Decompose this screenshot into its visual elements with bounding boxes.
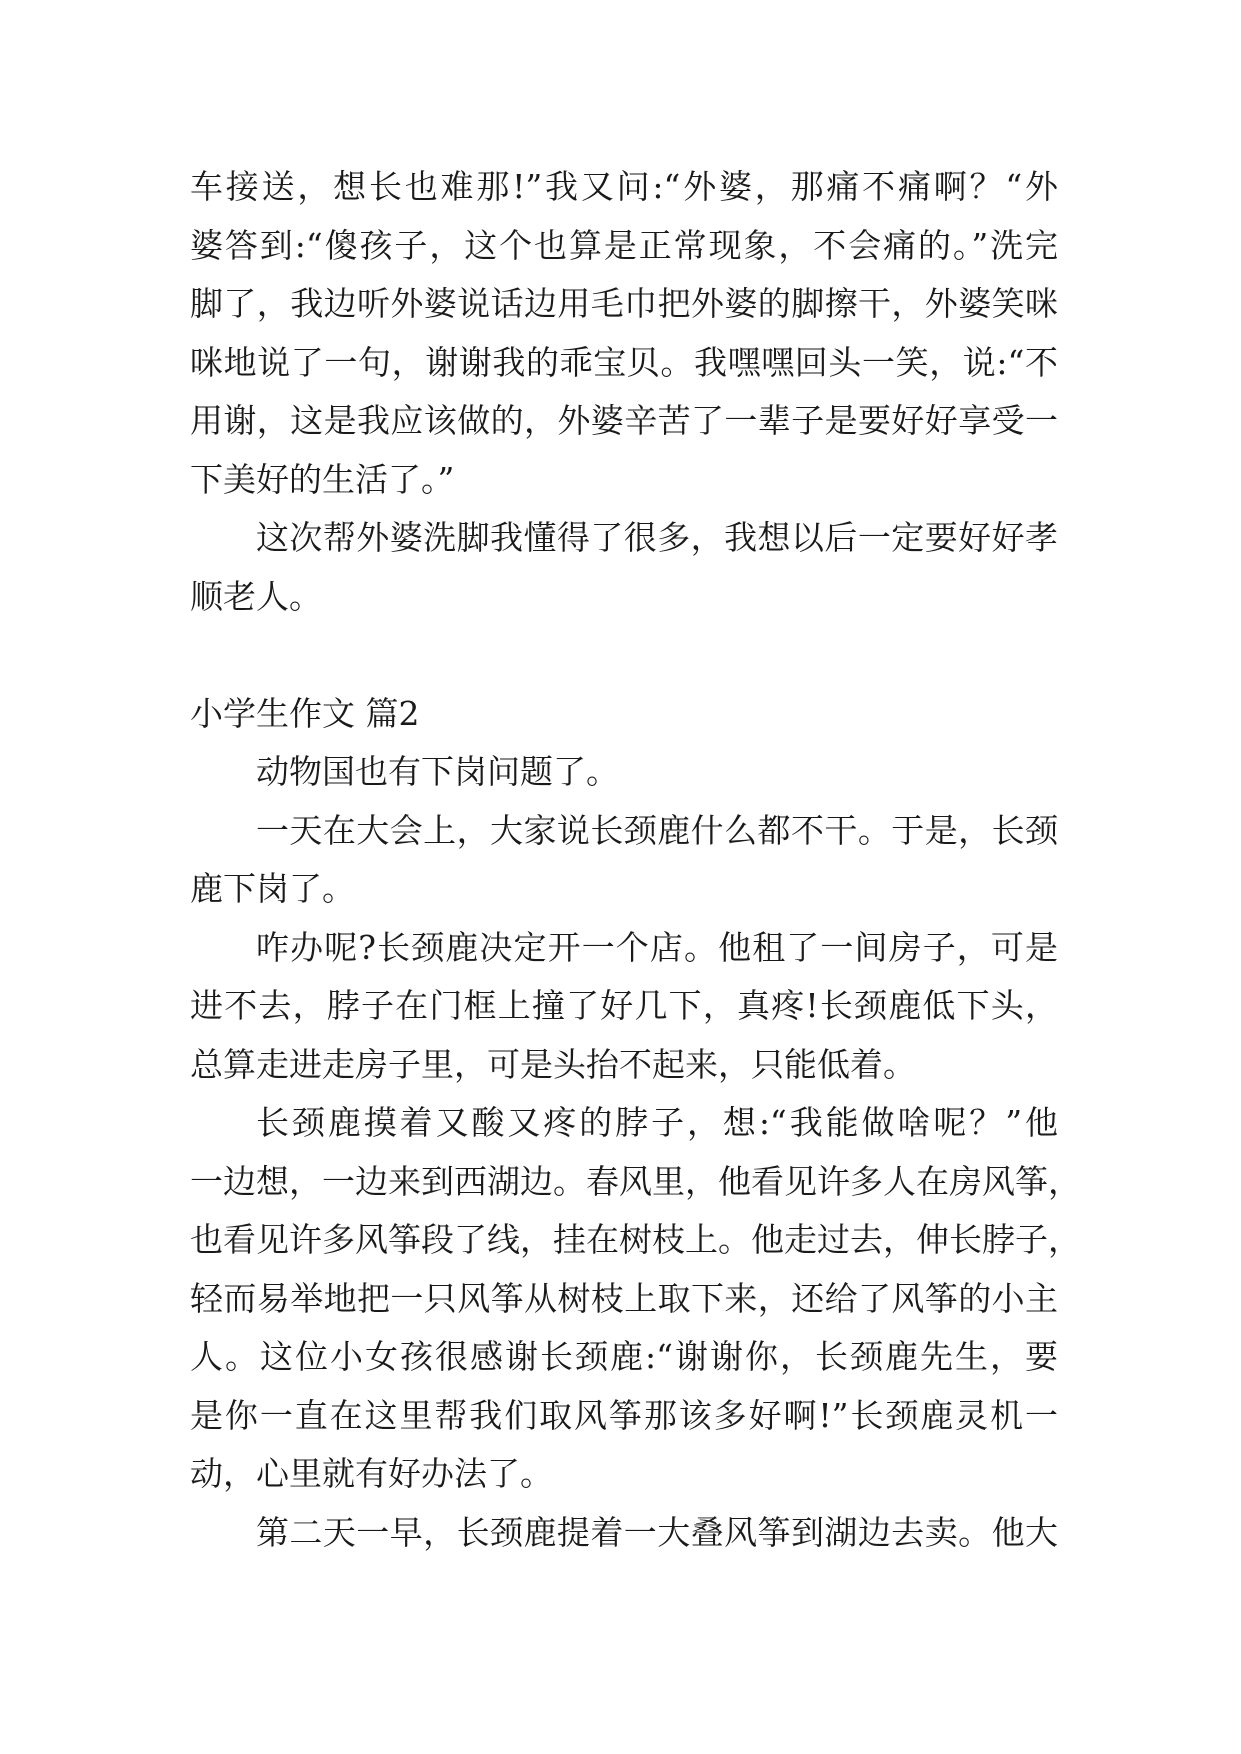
text-line: 顺老人。 — [190, 576, 322, 616]
text-line: 第二天一早，长颈鹿提着一大叠风筝到湖边去卖。他大 — [256, 1512, 1058, 1552]
paragraph-4 — [190, 1094, 1081, 1504]
paragraph-conclusion — [190, 509, 1058, 626]
text-line: 总算走进走房子里，可是头抬不起来，只能低着。 — [190, 1044, 916, 1084]
text-line: 也看见许多风筝段了线，挂在树枝上。他走过去，伸长脖子， — [190, 1220, 1081, 1259]
text-line: 一边想，一边来到西湖边。春风里，他看见许多人在房风筝， — [190, 1161, 1081, 1201]
text-line: 脚了，我边听外婆说话边用毛巾把外婆的脚擦干，外婆笑咪 — [190, 284, 1058, 323]
paragraph-1 — [190, 743, 1058, 802]
text-line: 鹿下岗了。 — [190, 869, 355, 908]
text-line: 长颈鹿摸着又酸又疼的脖子，想:“我能做啥呢？”他 — [256, 1103, 1059, 1142]
text-line: 动，心里就有好办法了。 — [190, 1454, 553, 1493]
paragraph-2 — [190, 802, 1058, 919]
text-line: 用谢，这是我应该做的，外婆辛苦了一辈子是要好好享受一 — [190, 401, 1058, 440]
text-line: 婆答到:“傻孩子，这个也算是正常现象，不会痛的。”洗完 — [190, 225, 1058, 265]
text-line: 咪地说了一句，谢谢我的乖宝贝。我嘿嘿回头一笑，说:“不 — [190, 342, 1058, 382]
text-line: 这次帮外婆洗脚我懂得了很多，我想以后一定要好好孝 — [256, 518, 1058, 557]
text-line: 轻而易举地把一只风筝从树枝上取下来，还给了风筝的小主 — [190, 1278, 1058, 1318]
text-line: 一天在大会上，大家说长颈鹿什么都不干。于是，长颈 — [256, 810, 1058, 850]
text-line: 动物国也有下岗问题了。 — [256, 752, 619, 791]
paragraph-continued — [190, 158, 1058, 509]
paragraph-3 — [190, 919, 1058, 1095]
document-body — [190, 158, 1081, 1562]
paragraph-5 — [190, 1504, 1058, 1563]
text-line: 是你一直在这里帮我们取风筝那该多好啊!”长颈鹿灵机一 — [190, 1395, 1058, 1435]
text-line: 人。这位小女孩很感谢长颈鹿:“谢谢你，长颈鹿先生，要 — [190, 1337, 1058, 1376]
section-heading: 小学生作文 篇2 — [190, 693, 420, 733]
text-line: 下美好的生活了。” — [190, 459, 455, 499]
section-gap — [190, 626, 1058, 685]
text-line: 咋办呢?长颈鹿决定开一个店。他租了一间房子，可是 — [256, 927, 1058, 967]
text-line: 车接送，想长也难那!”我又问:“外婆，那痛不痛啊？“外 — [190, 167, 1058, 206]
text-line: 进不去，脖子在门框上撞了好几下，真疼!长颈鹿低下头， — [190, 986, 1058, 1025]
